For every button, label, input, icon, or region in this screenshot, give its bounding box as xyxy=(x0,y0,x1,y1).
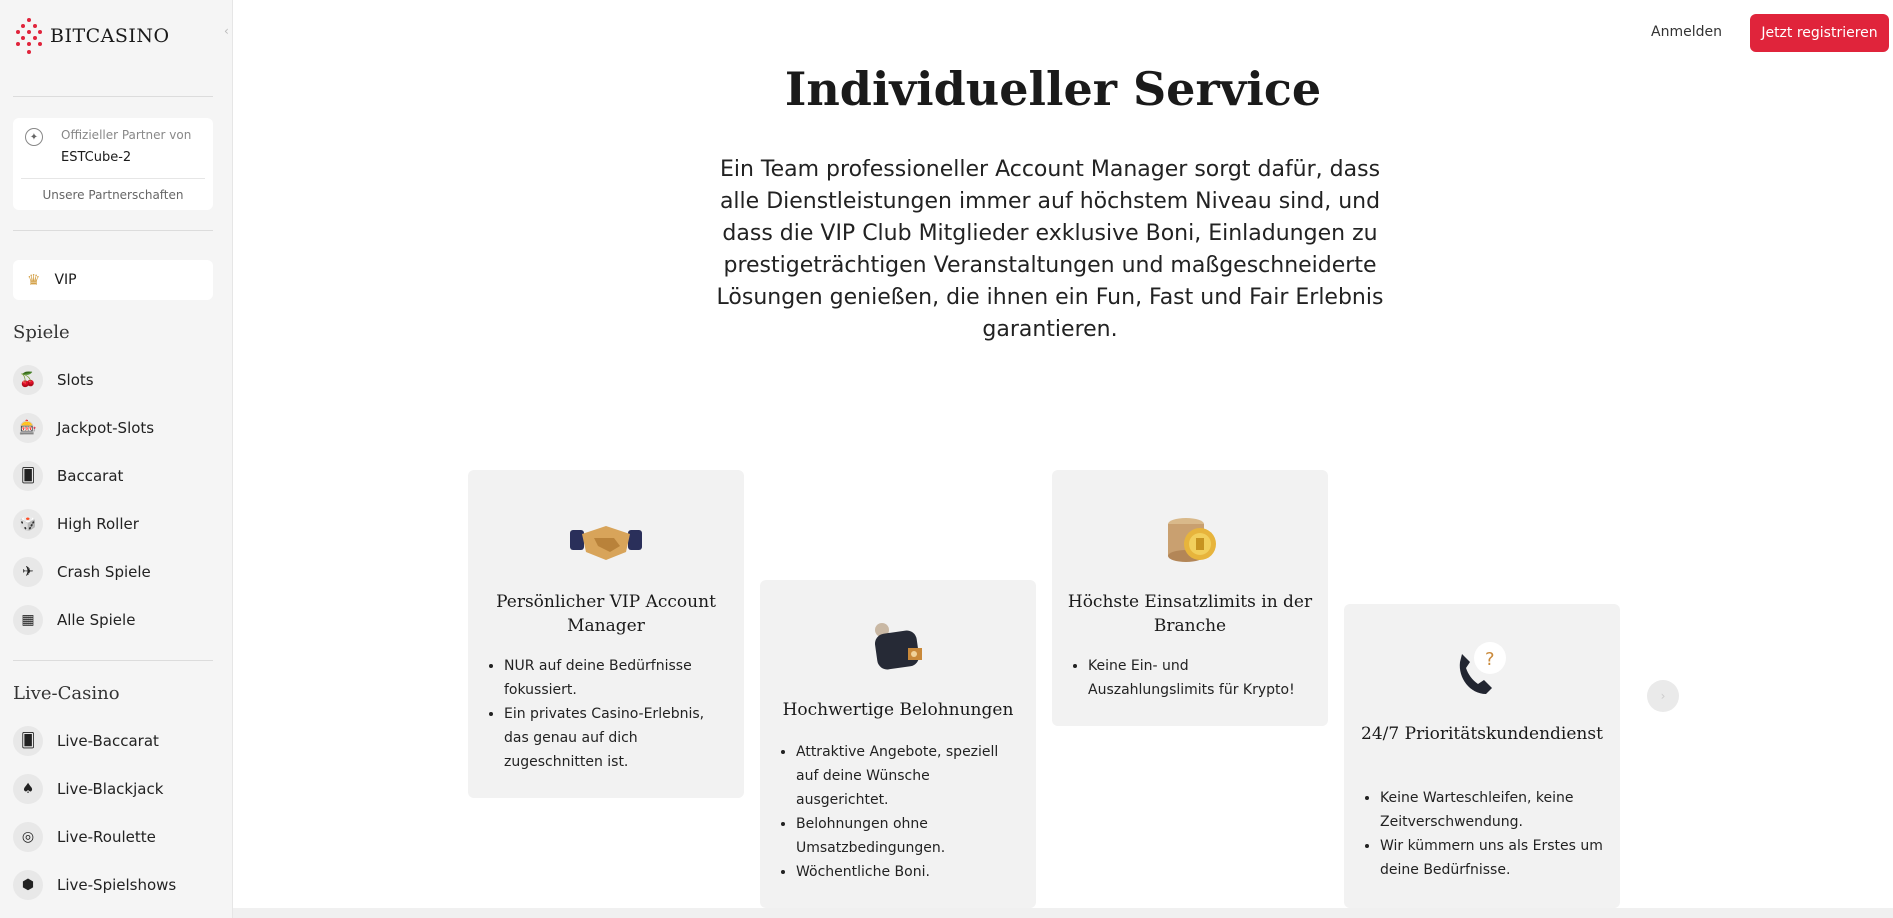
live-baccarat-icon: 🂠 xyxy=(13,726,43,756)
brand-name: BITCASINO xyxy=(50,25,170,47)
crash-icon: ✈ xyxy=(13,557,43,587)
card-title: Persönlicher VIP Account Manager xyxy=(496,592,716,636)
sidebar-item-label: Crash Spiele xyxy=(57,563,151,581)
list-item: • Belohnungen ohne Umsatzbedingungen. xyxy=(796,812,1024,860)
card-list xyxy=(504,654,732,774)
sidebar-item-label: Slots xyxy=(57,371,94,389)
sidebar-item-live-gameshows[interactable] xyxy=(13,865,213,905)
sidebar-item-vip[interactable] xyxy=(13,260,213,300)
sidebar-item-label: VIP xyxy=(54,272,77,288)
slots-icon: 🍒 xyxy=(13,365,43,395)
wallet-icon xyxy=(760,618,1036,674)
partner-card xyxy=(13,118,213,210)
sidebar-item-slots[interactable] xyxy=(13,360,213,400)
jackpot-icon: 🎰 xyxy=(13,413,43,443)
sidebar-item-live-roulette[interactable] xyxy=(13,817,213,857)
service-card xyxy=(1052,470,1328,726)
partnerships-link[interactable]: Unsere Partnerschaften xyxy=(42,188,184,202)
list-item: • Wöchentliche Boni. xyxy=(796,860,1024,884)
crown-icon: ♛ xyxy=(27,271,41,289)
list-item: • Wir kümmern uns als Erstes um deine Bedürfnisse. xyxy=(1380,834,1608,882)
coins-icon xyxy=(1052,510,1328,566)
service-card xyxy=(760,580,1036,908)
list-item: • NUR auf deine Bedürfnisse fokussiert. xyxy=(504,654,732,702)
list-item: • Keine Ein- und Auszahlungslimits für Krypto! xyxy=(1088,654,1316,702)
sidebar-item-label: Live-Baccarat xyxy=(57,732,159,750)
all-games-icon: ▦ xyxy=(13,605,43,635)
card-title: Höchste Einsatzlimits in der Branche xyxy=(1067,592,1313,636)
divider xyxy=(13,660,213,661)
svg-text:?: ? xyxy=(1485,649,1495,670)
high-roller-icon: 🎲 xyxy=(13,509,43,539)
divider xyxy=(13,96,213,97)
sidebar-item-label: Live-Spielshows xyxy=(57,876,177,894)
partner-name: ESTCube-2 xyxy=(61,150,132,165)
sidebar-item-label: Live-Roulette xyxy=(57,828,156,846)
sidebar-item-live-baccarat[interactable] xyxy=(13,721,213,761)
page-title: Individueller Service xyxy=(784,62,1322,116)
brand-logo[interactable] xyxy=(16,18,170,54)
section-title-live-casino: Live-Casino xyxy=(13,683,120,704)
satellite-icon: ✦ xyxy=(25,128,43,146)
divider xyxy=(13,230,213,231)
service-card xyxy=(1344,604,1620,908)
sidebar-item-label: Live-Blackjack xyxy=(57,780,164,798)
sidebar-item-label: Alle Spiele xyxy=(57,611,136,629)
horizontal-scrollbar[interactable] xyxy=(233,908,1893,918)
login-link[interactable]: Anmelden xyxy=(1651,24,1722,40)
register-button[interactable]: Jetzt registrieren xyxy=(1750,14,1889,52)
roulette-icon: ◎ xyxy=(13,822,43,852)
chevron-right-icon: › xyxy=(1660,689,1666,703)
card-list xyxy=(1380,786,1608,882)
baccarat-icon: 🂠 xyxy=(13,461,43,491)
sidebar-item-all-games[interactable] xyxy=(13,600,213,640)
intro-text: Ein Team professioneller Account Manager sorgt dafür, dass alle Dienstleistungen immer auf höchstem Niveau sind, und dass die VIP Club Mitglieder exklusive Boni, Einladungen zu prestigeträchtigen Veranstaltungen und maßgeschneiderte Lösungen genießen, die ihnen ein Fun, Fast und Fair Erlebnis garantieren. xyxy=(716,157,1384,342)
divider xyxy=(21,178,205,179)
sidebar-item-crash-games[interactable] xyxy=(13,552,213,592)
sidebar-item-baccarat[interactable] xyxy=(13,456,213,496)
phone-icon xyxy=(1344,640,1620,700)
sidebar-item-high-roller[interactable] xyxy=(13,504,213,544)
handshake-icon xyxy=(468,512,744,568)
card-list xyxy=(1088,654,1316,702)
partner-label: Offizieller Partner von xyxy=(61,128,192,142)
collapse-sidebar-icon[interactable]: ‹ xyxy=(224,24,229,38)
sidebar-item-live-blackjack[interactable] xyxy=(13,769,213,809)
gameshow-icon: ⬢ xyxy=(13,870,43,900)
sidebar-item-label: Jackpot-Slots xyxy=(57,419,155,437)
card-title: 24/7 Prioritätskundendienst xyxy=(1361,724,1603,744)
sidebar xyxy=(0,0,233,918)
service-card xyxy=(468,470,744,798)
spade-icon: ♠ xyxy=(13,774,43,804)
list-item: • Ein privates Casino-Erlebnis, das genau auf dich zugeschnitten ist. xyxy=(504,702,732,774)
sidebar-item-label: Baccarat xyxy=(57,467,124,485)
sidebar-item-label: High Roller xyxy=(57,515,139,533)
carousel-next-button[interactable] xyxy=(1647,680,1679,712)
list-item: • Keine Warteschleifen, keine Zeitverschwendung. xyxy=(1380,786,1608,834)
list-item: • Attraktive Angebote, speziell auf deine Wünsche ausgerichtet. xyxy=(796,740,1024,812)
card-list xyxy=(796,740,1024,884)
sidebar-item-jackpot-slots[interactable] xyxy=(13,408,213,448)
card-title: Hochwertige Belohnungen xyxy=(782,700,1014,720)
section-title-games: Spiele xyxy=(13,322,70,343)
bitcasino-logo-icon xyxy=(16,18,42,54)
